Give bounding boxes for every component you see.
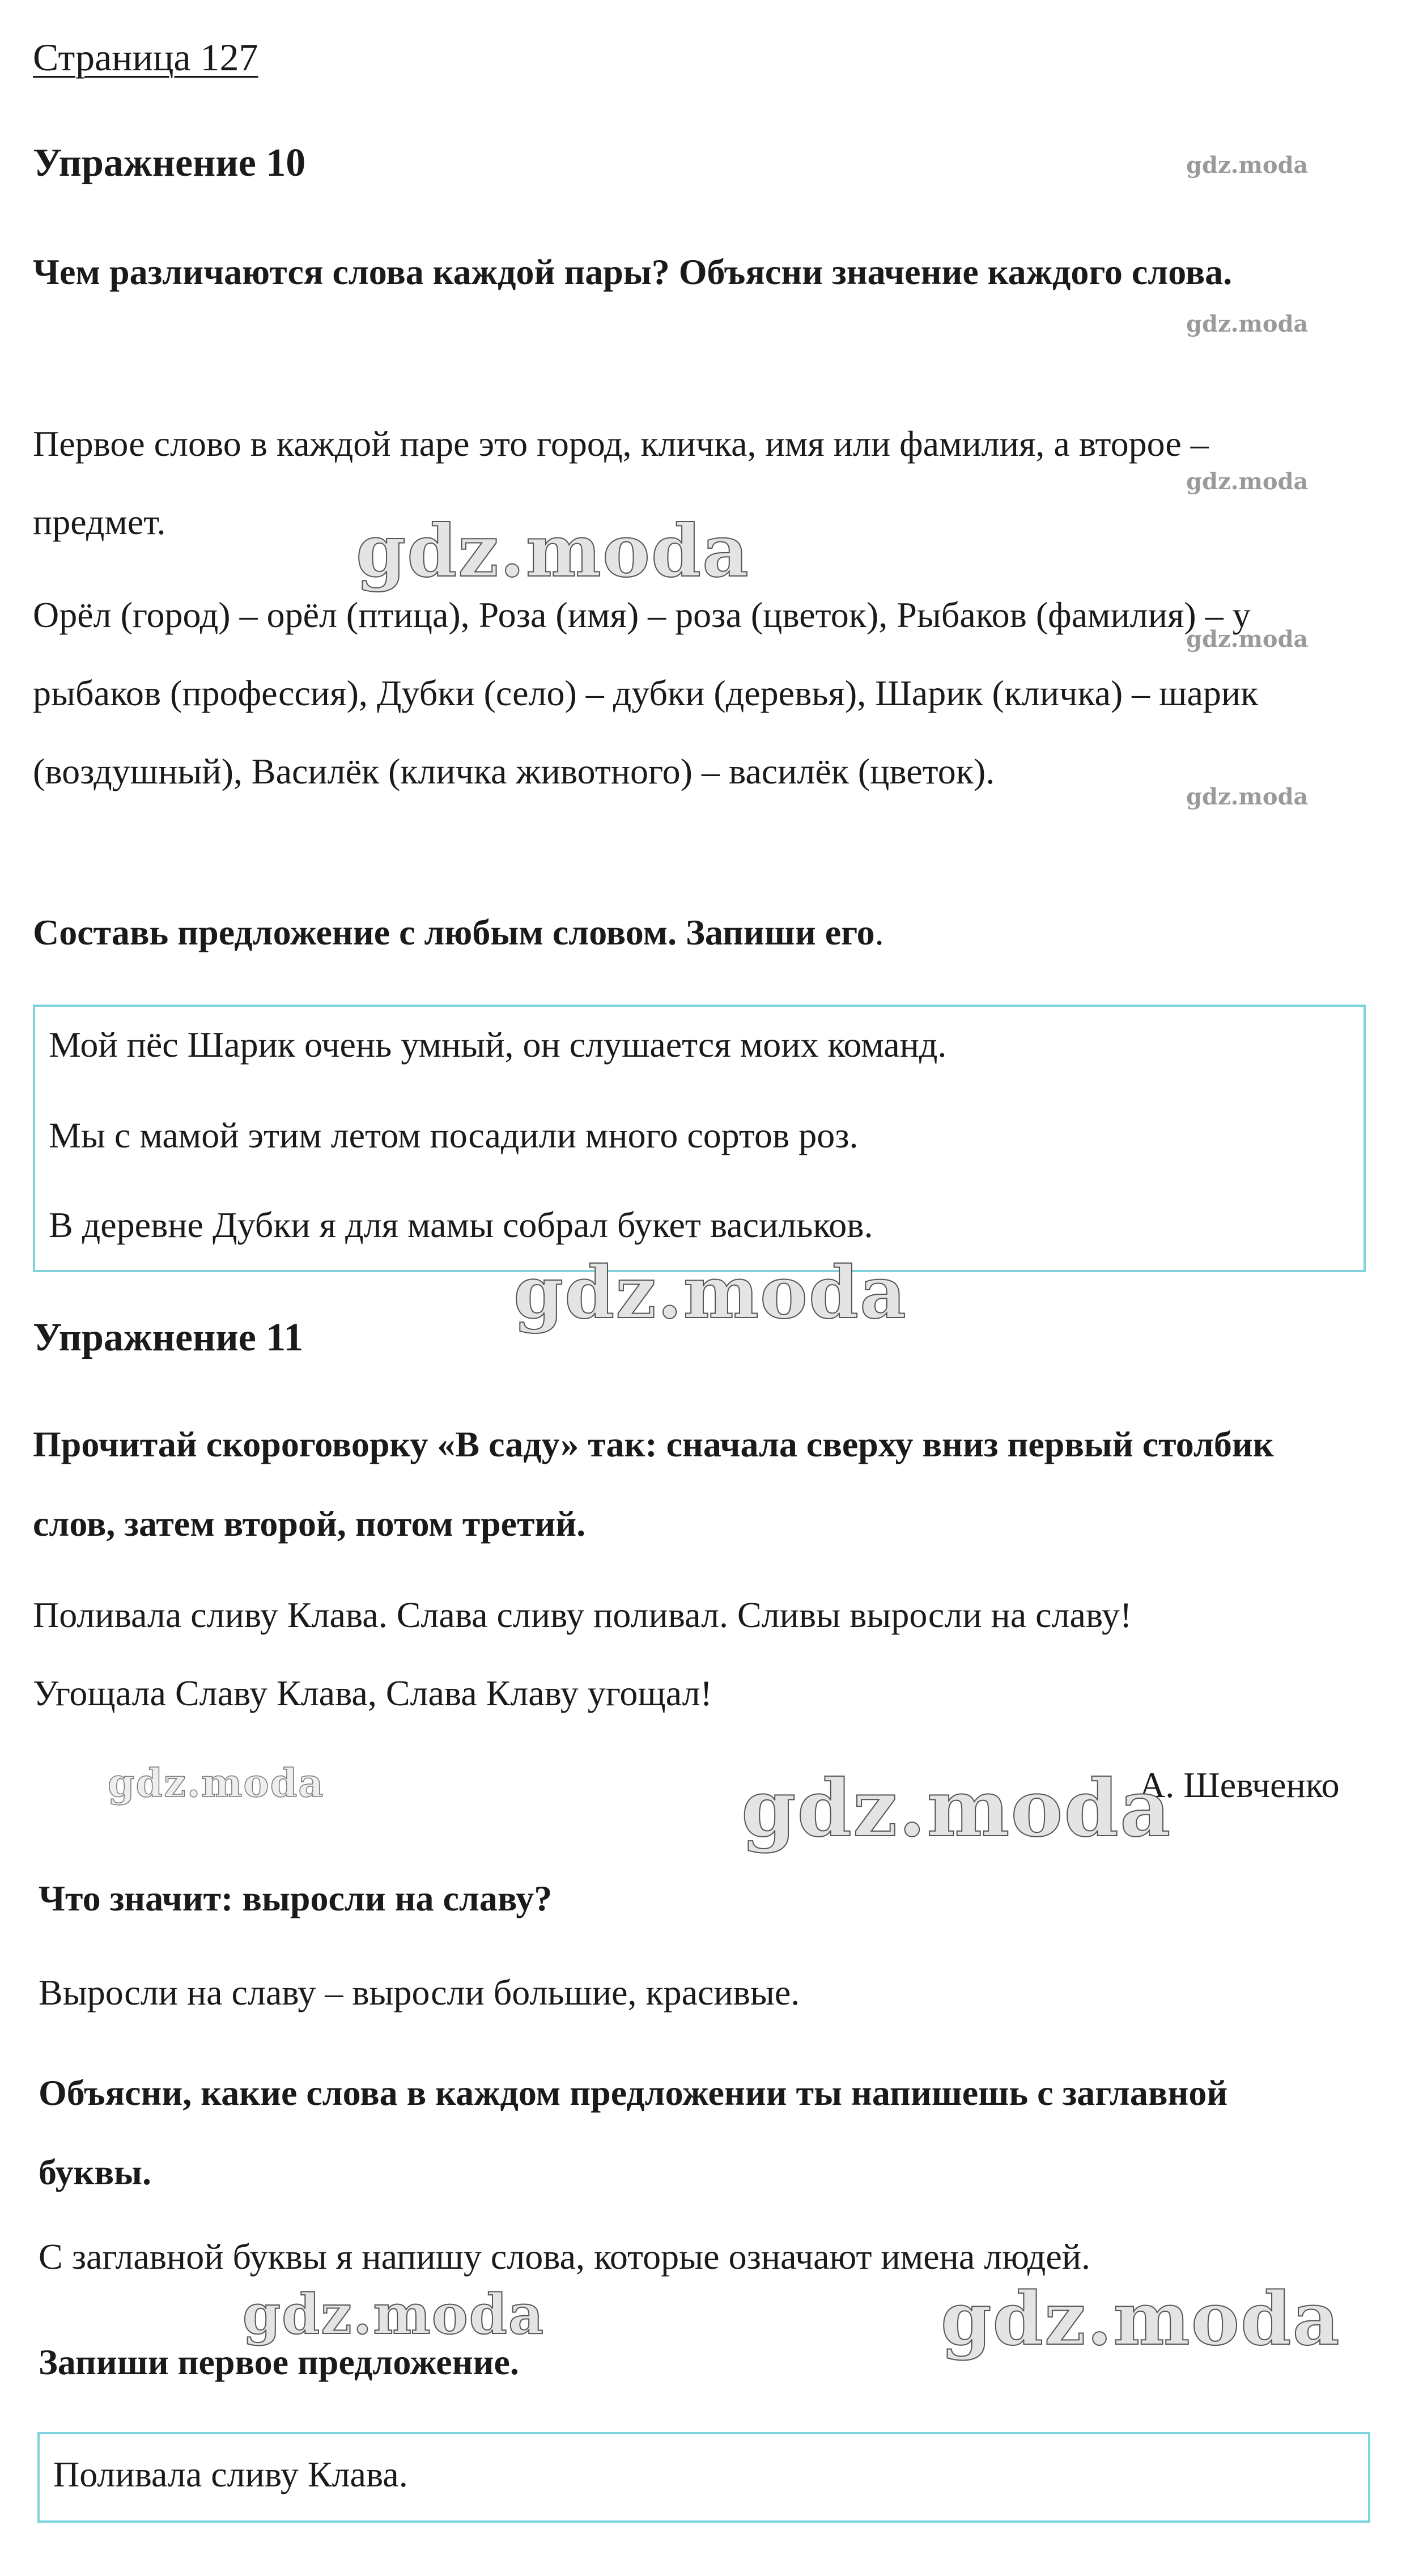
watermark-large-6: gdz.moda — [941, 2277, 1341, 2362]
watermark-large-5: gdz.moda — [243, 2282, 545, 2346]
watermark-large-2: gdz.moda — [513, 1251, 907, 1334]
exercise-10-question-2-text: Составь предложение с любым словом. Запиши его — [33, 912, 875, 952]
exercise-10-question-2-dot: . — [874, 912, 884, 952]
tongue-twister-line-2: Угощала Славу Клава, Слава Клаву угощал! — [33, 1673, 712, 1713]
watermark-small-2: gdz.moda — [1186, 311, 1309, 337]
tongue-twister-line-1: Поливала сливу Клава. Слава сливу поливал. Сливы выросли на славу! — [33, 1595, 1132, 1635]
answer-box-line-2: Мы с мамой этим летом посадили много сортов роз. — [49, 1115, 859, 1155]
watermark-large-3: gdz.moda — [108, 1761, 325, 1806]
exercise-10-question-1: Чем различаются слова каждой пары? Объясни значение каждого слова. — [33, 252, 1233, 292]
watermark-small-4: gdz.moda — [1186, 626, 1309, 653]
exercise-11-question-1: Прочитай скороговорку «В саду» так: сначала сверху вниз первый столбик слов, затем второй, потом третий. — [33, 1424, 1274, 1544]
page-number: Страница 127 — [33, 36, 258, 79]
tongue-twister-author: А. Шевченко — [1139, 1765, 1340, 1805]
exercise-10-title: Упражнение 10 — [33, 141, 306, 185]
exercise-10-answer-1: Первое слово в каждой паре это город, кличка, имя или фамилия, а второе – предмет. — [33, 423, 1209, 542]
watermark-small-3: gdz.moda — [1186, 468, 1309, 495]
answer-box-line-1: Мой пёс Шарик очень умный, он слушается моих команд. — [49, 1024, 947, 1065]
exercise-11-question-2: Что значит: выросли на славу? — [39, 1878, 553, 1918]
exercise-10-question-2 — [33, 912, 884, 954]
answer-box-line: Поливала сливу Клава. — [53, 2454, 408, 2494]
exercise-10-answer-2: Орёл (город) – орёл (птица), Роза (имя) – роза (цветок), Рыбаков (фамилия) – у рыбаков (профессия), Дубки (село) – дубки (деревья), Шарик (кличка) – шарик (воздушный), Василёк (кличка животного) – василёк (цветок). — [33, 595, 1259, 791]
exercise-11-title: Упражнение 11 — [33, 1316, 304, 1359]
exercise-11-question-4: Запиши первое предложение. — [39, 2342, 519, 2382]
exercise-11-question-3: Объясни, какие слова в каждом предложении ты напишешь с заглавной буквы. — [39, 2073, 1228, 2192]
exercise-11-answer-2: Выросли на славу – выросли большие, красивые. — [39, 1972, 800, 2012]
exercise-11-answer-3: С заглавной буквы я напишу слова, которые означают имена людей. — [39, 2236, 1090, 2277]
watermark-large-4: gdz.moda — [741, 1762, 1172, 1854]
watermark-small-1: gdz.moda — [1186, 152, 1309, 179]
watermark-large-1: gdz.moda — [356, 509, 750, 593]
watermark-small-5: gdz.moda — [1186, 783, 1309, 810]
answer-box-line-3: В деревне Дубки я для мамы собрал букет васильков. — [49, 1205, 873, 1245]
